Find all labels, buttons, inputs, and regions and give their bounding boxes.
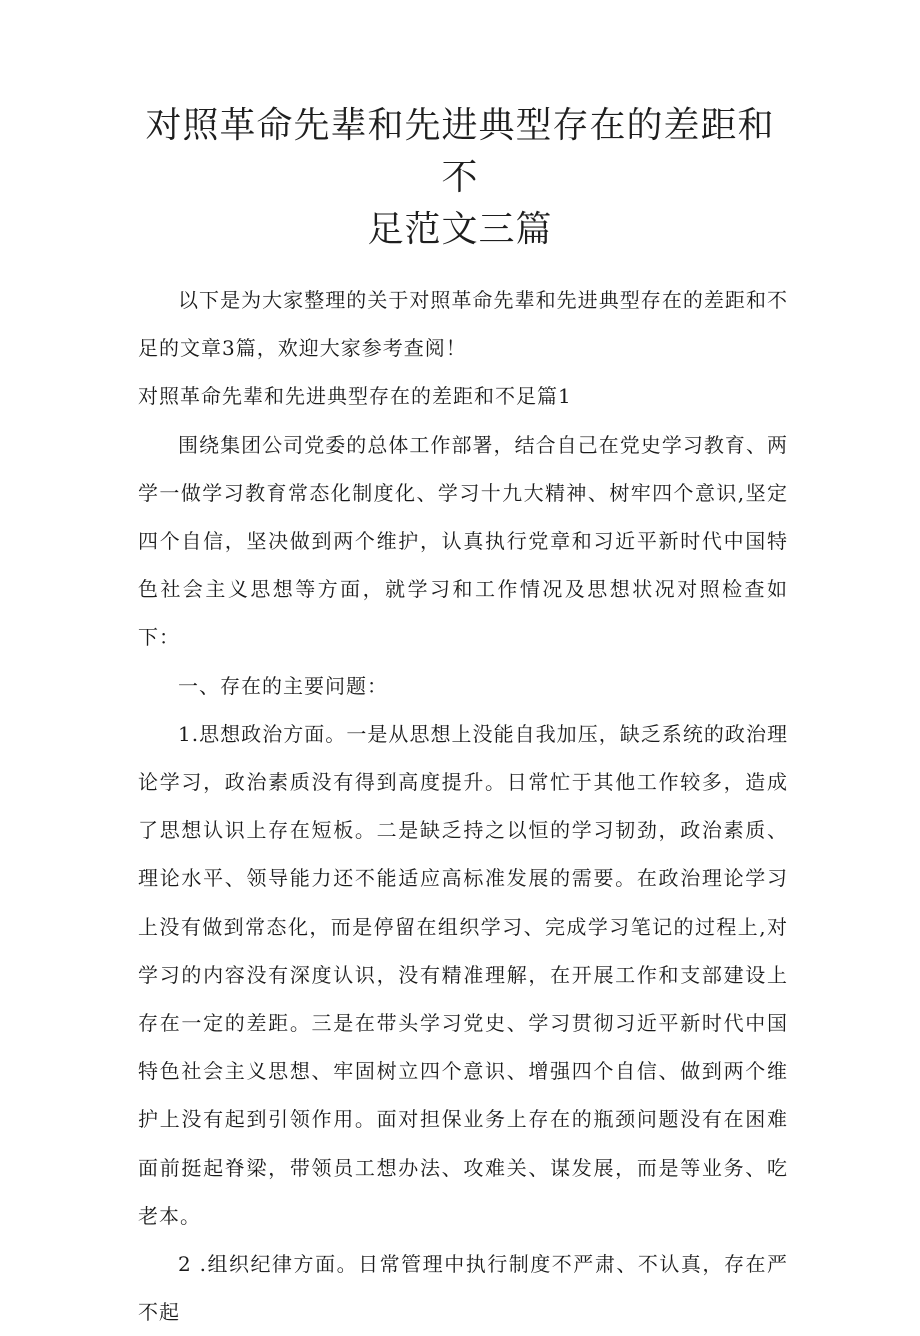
section-heading: 对照革命先辈和先进典型存在的差距和不足篇1 xyxy=(138,384,572,409)
body-paragraph: 1.思想政治方面。一是从思想上没能自我加压，缺乏系统的政治理论学习，政治素质没有得到高度提升。日常忙于其他工作较多，造成了思想认识上存在短板。二是缺乏持之以恒的学习韧劲，政治素质、理论水平、领导能力还不能适应高标准发展的需要。在政治理论学习上没有做到常态化，而是停留在组织学习、完成学习笔记的过程上,对学习的内容没有深度认识，没有精准理解，在开展工作和支部建设上存在一定的差距。三是在带头学习党史、学习贯彻习近平新时代中国特色社会主义思想、牢固树立四个意识、增强四个自信、做到两个维护上没有起到引领作用。面对担保业务上存在的瓶颈问题没有在困难面前挺起脊梁，带领员工想办法、攻难关、谋发展，而是等业务、吃老本。 xyxy=(138,721,788,1228)
body-paragraph: 围绕集团公司党委的总体工作部署，结合自己在党史学习教育、两学一做学习教育常态化制度化、学习十九大精神、树牢四个意识,坚定四个自信，坚决做到两个维护，认真执行党章和习近平新时代中国特色社会主义思想等方面，就学习和工作情况及思想状况对照检查如下： xyxy=(138,432,788,650)
title-line-1: 对照革命先辈和先进典型存在的差距和不 xyxy=(145,105,775,198)
intro-paragraph: 以下是为大家整理的关于对照革命先辈和先进典型存在的差距和不足的文章3篇，欢迎大家参考查阅！ xyxy=(138,288,788,361)
title-line-2: 足范文三篇 xyxy=(367,209,553,250)
subsection-heading: 一、存在的主要问题： xyxy=(178,673,388,698)
document-title xyxy=(130,100,790,256)
body-paragraph: 2 .组织纪律方面。日常管理中执行制度不严肃、不认真，存在严不起 xyxy=(138,1252,788,1325)
document-body xyxy=(138,276,788,1336)
